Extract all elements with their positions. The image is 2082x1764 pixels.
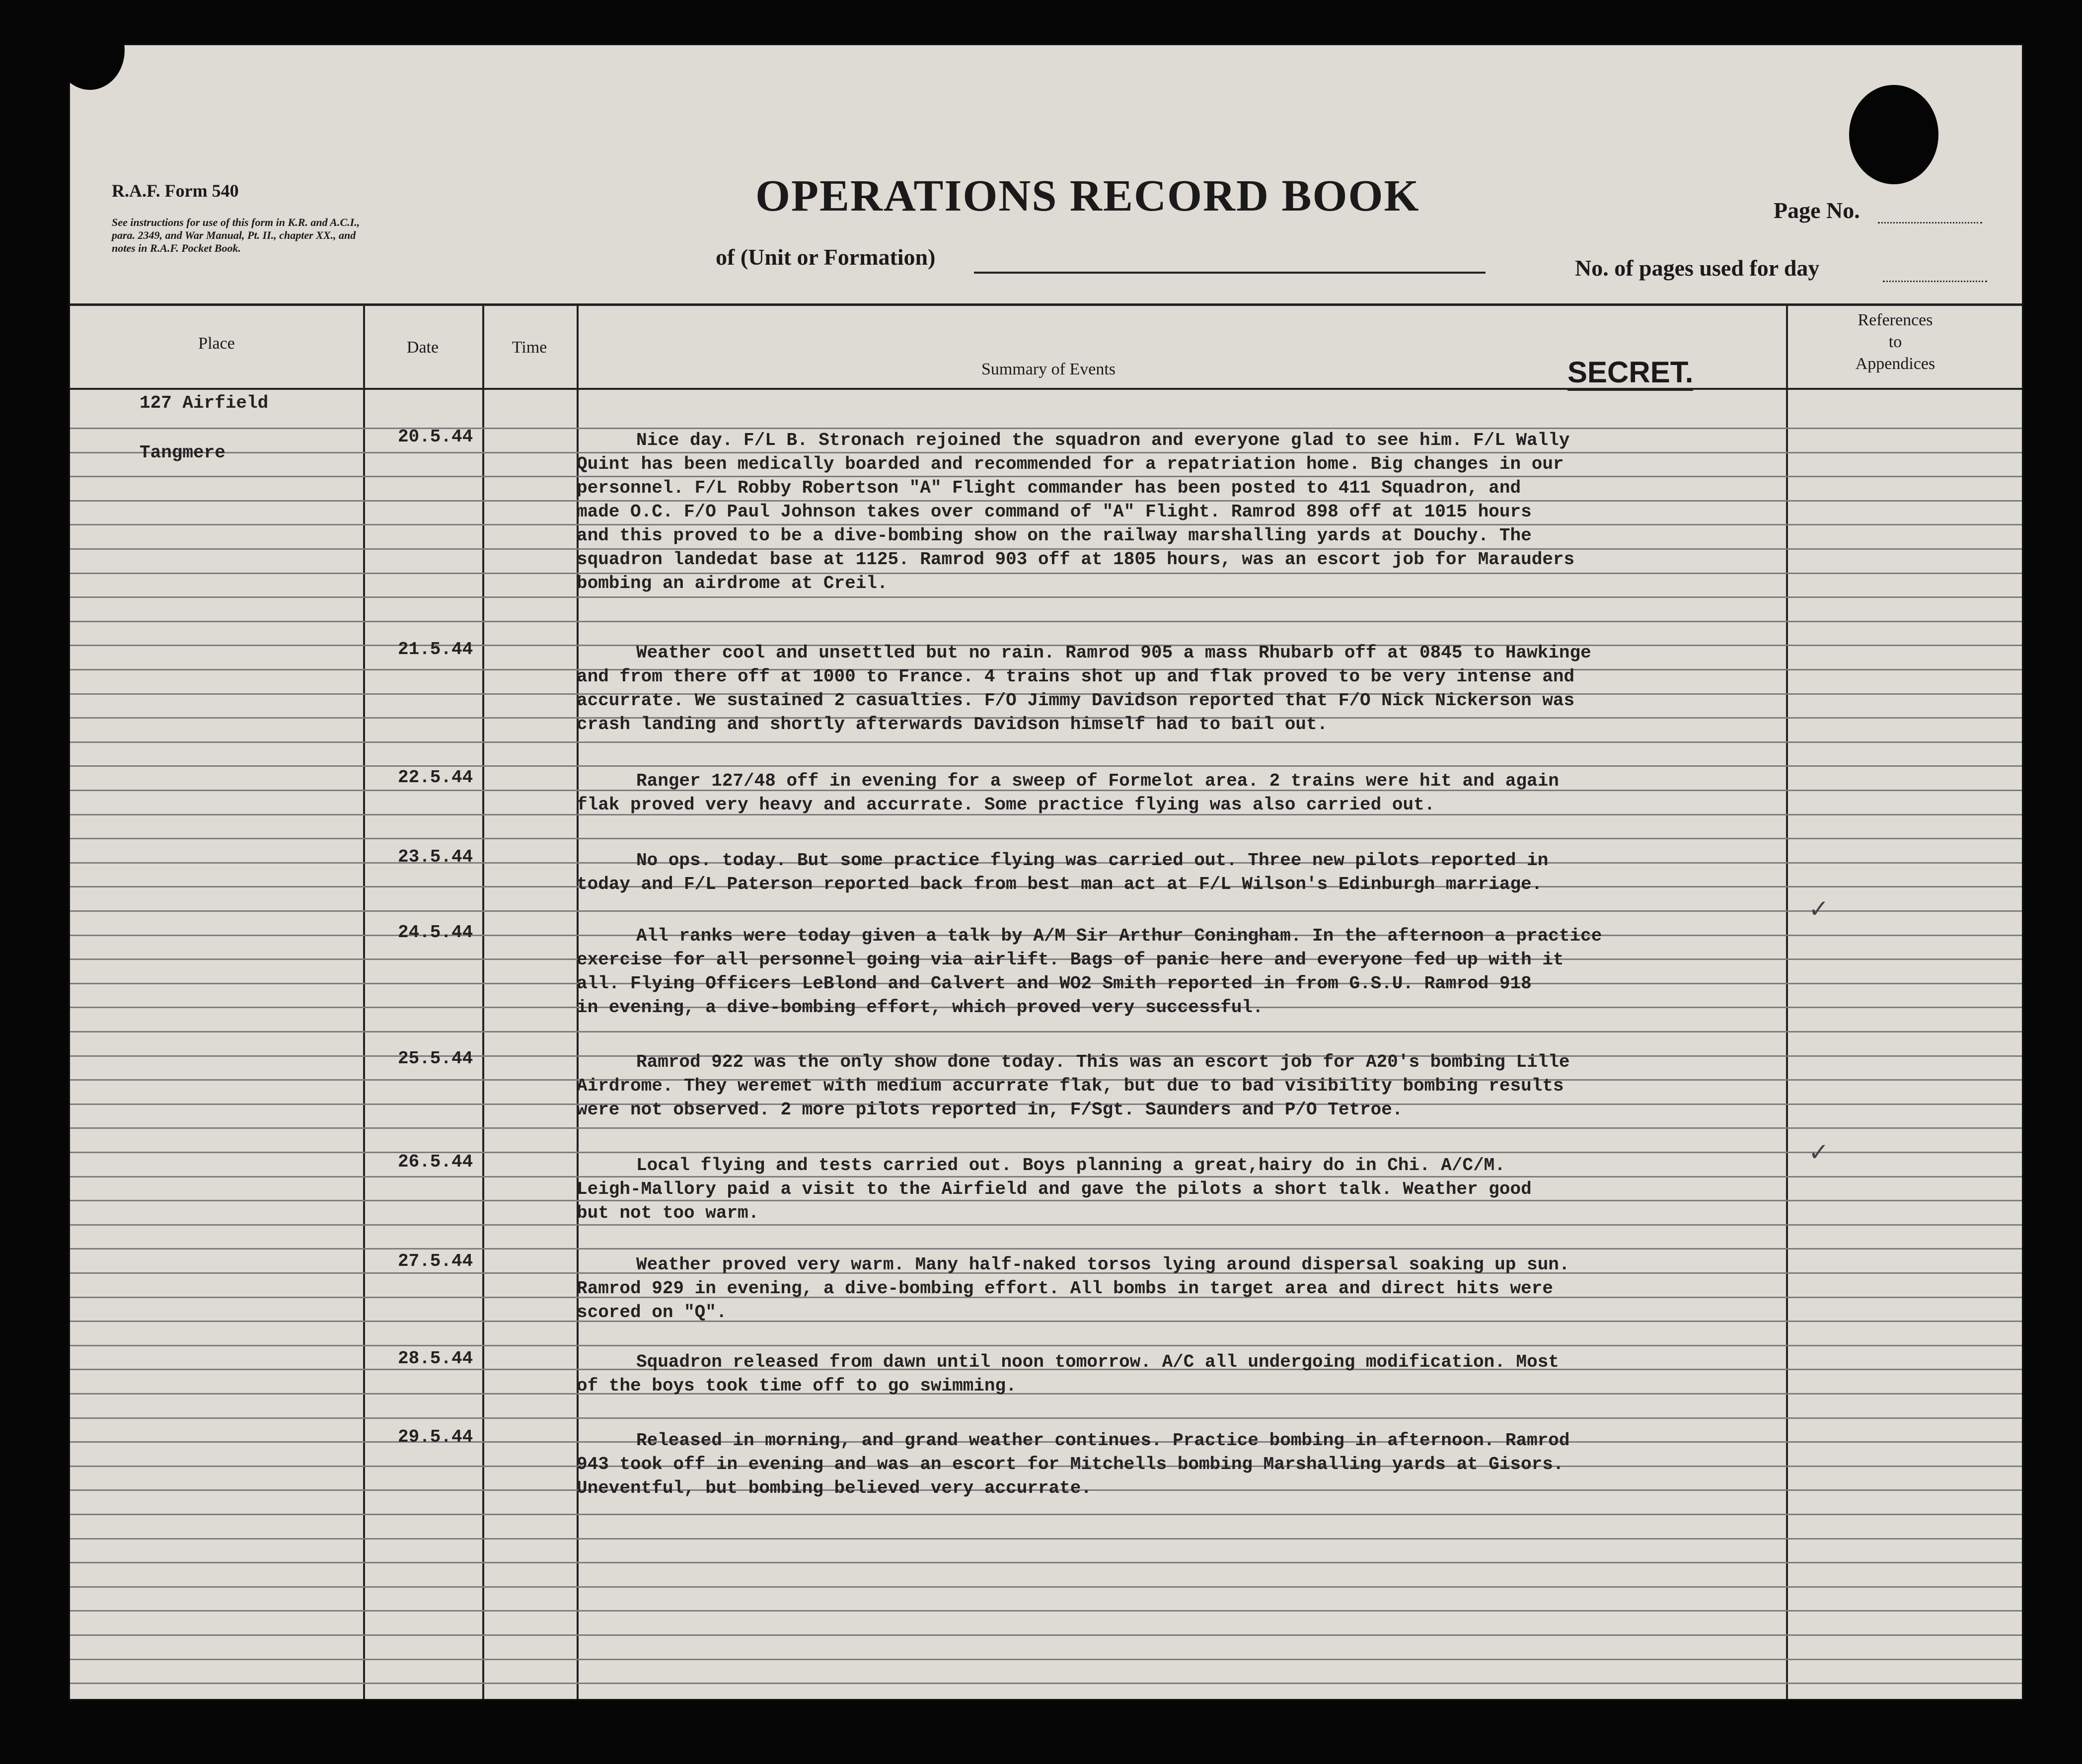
- summary-line: Released in morning, and grand weather continues. Practice bombing in afternoon. Ramrod: [636, 1430, 1570, 1451]
- summary-line: and this proved to be a dive-bombing show on the railway marshalling yards at Douchy. The: [577, 525, 1532, 546]
- ruled-line: [70, 1127, 2022, 1129]
- ruled-line: [70, 1610, 2022, 1612]
- entry-summary: [577, 849, 1769, 896]
- summary-line: exercise for all personnel going via airlift. Bags of panic here and everyone fed up with it: [577, 950, 1564, 970]
- document-title: OPERATIONS RECORD BOOK: [755, 171, 1420, 220]
- entry-summary: [577, 769, 1769, 817]
- summary-line: Uneventful, but bombing believed very accurrate.: [577, 1478, 1092, 1498]
- ruled-line: [70, 1152, 2022, 1153]
- summary-line: Airdrome. They weremet with medium accurrate flak, but due to bad visibility bombing results: [577, 1076, 1564, 1096]
- summary-line: 943 took off in evening and was an escort for Mitchells bombing Marshalling yards at Gisors.: [577, 1454, 1564, 1474]
- summary-line: were not observed. 2 more pilots reported in, F/Sgt. Saunders and P/O Tetroe.: [577, 1100, 1403, 1120]
- summary-line: all. Flying Officers LeBlond and Calvert and WO2 Smith reported in from G.S.U. Ramrod 918: [577, 973, 1532, 994]
- summary-line: accurrate. We sustained 2 casualties. F/O Jimmy Davidson reported that F/O Nick Nickerson was: [577, 690, 1575, 711]
- ruled-line: [70, 1345, 2022, 1346]
- entry-date: 23.5.44: [398, 847, 473, 867]
- pages-used-field: [1883, 281, 1987, 282]
- summary-line: Leigh-Mallory paid a visit to the Airfield and gave the pilots a short talk. Weather good: [577, 1179, 1532, 1199]
- summary-line: made O.C. F/O Paul Johnson takes over command of "A" Flight. Ramrod 898 off at 1015 hours: [577, 502, 1532, 522]
- summary-line: in evening, a dive-bombing effort, which proved very successful.: [577, 997, 1264, 1018]
- ruled-line: [70, 1562, 2022, 1563]
- column-header-place: Place: [198, 334, 235, 353]
- entry-summary: [577, 924, 1769, 1020]
- ruled-line: [70, 1538, 2022, 1540]
- summary-line: Weather proved very warm. Many half-naked torsos lying around dispersal soaking up sun.: [636, 1254, 1570, 1275]
- ruled-line: [70, 1683, 2022, 1684]
- entry-date: 20.5.44: [398, 427, 473, 447]
- summary-line: scored on "Q".: [577, 1302, 727, 1323]
- secret-stamp: SECRET.: [1567, 356, 1693, 391]
- summary-line: No ops. today. But some practice flying was carried out. Three new pilots reported in: [636, 850, 1549, 871]
- entry-date: 28.5.44: [398, 1348, 473, 1369]
- column-header-summary: Summary of Events: [981, 360, 1116, 378]
- form-instructions: See instructions for use of this form in K.R. and A.C.I., para. 2349, and War Manual, Pt. II., chapter XX., and notes in R.A.F. Pocket Book.: [112, 216, 360, 254]
- ruled-line: [70, 1514, 2022, 1515]
- summary-line: Ranger 127/48 off in evening for a sweep of Formelot area. 2 trains were hit and again: [636, 771, 1559, 791]
- ruled-line: [70, 1634, 2022, 1636]
- entry-summary: [577, 1429, 1769, 1500]
- ruled-line: [70, 765, 2022, 767]
- summary-line: Ramrod 929 in evening, a dive-bombing effort. All bombs in target area and direct hits were: [577, 1278, 1553, 1299]
- column-header-references: References to Appendices: [1855, 311, 1935, 373]
- summary-line: Nice day. F/L B. Stronach rejoined the squadron and everyone glad to see him. F/L Wally: [636, 430, 1570, 450]
- entry-date: 27.5.44: [398, 1251, 473, 1271]
- ruled-line: [70, 596, 2022, 598]
- ruled-line: [70, 1248, 2022, 1250]
- check-mark: ✓: [1808, 895, 1829, 923]
- summary-line: of the boys took time off to go swimming.: [577, 1376, 1017, 1396]
- entry-summary: [577, 1050, 1769, 1122]
- summary-line: Ramrod 922 was the only show done today. This was an escort job for A20's bombing Lille: [636, 1052, 1570, 1072]
- summary-line: Quint has been medically boarded and recommended for a repatriation home. Big changes in our: [577, 454, 1564, 474]
- summary-line: All ranks were today given a talk by A/M Sir Arthur Coningham. In the afternoon a practice: [636, 926, 1602, 946]
- summary-line: crash landing and shortly afterwards Davidson himself had to bail out.: [577, 714, 1328, 735]
- ruled-line: [70, 910, 2022, 912]
- entry-summary: [577, 641, 1769, 736]
- page-number-field: [1878, 222, 1982, 223]
- ruled-line: [70, 838, 2022, 839]
- record-sheet: [69, 44, 2023, 1700]
- summary-line: today and F/L Paterson reported back from best man act at F/L Wilson's Edinburgh marriage.: [577, 874, 1543, 894]
- summary-line: Local flying and tests carried out. Boys planning a great,hairy do in Chi. A/C/M.: [636, 1155, 1505, 1176]
- entry-date: 26.5.44: [398, 1152, 473, 1172]
- pages-used-label: No. of pages used for day: [1575, 255, 1820, 281]
- place-airfield: 127 Airfield: [140, 393, 269, 413]
- column-header-time: Time: [512, 338, 547, 357]
- page-number-label: Page No.: [1774, 198, 1860, 223]
- entry-date: 21.5.44: [398, 639, 473, 660]
- entry-summary: [577, 1350, 1769, 1398]
- entry-date: 22.5.44: [398, 767, 473, 788]
- check-mark: ✓: [1808, 1138, 1829, 1166]
- summary-line: squadron landedat base at 1125. Ramrod 903 off at 1805 hours, was an escort job for Marauders: [577, 549, 1575, 570]
- entry-summary: [577, 429, 1769, 595]
- entry-date: 25.5.44: [398, 1048, 473, 1069]
- column-header-date: Date: [406, 338, 439, 357]
- unit-label: of (Unit or Formation): [716, 244, 936, 270]
- summary-line: Squadron released from dawn until noon tomorrow. A/C all undergoing modification. Most: [636, 1352, 1559, 1372]
- summary-line: personnel. F/L Robby Robertson "A" Flight commander has been posted to 411 Squadron, and: [577, 478, 1521, 498]
- entry-date: 24.5.44: [398, 922, 473, 943]
- entry-summary: [577, 1253, 1769, 1324]
- ruled-line: [70, 1659, 2022, 1660]
- entry-date: 29.5.44: [398, 1427, 473, 1447]
- summary-line: bombing an airdrome at Creil.: [577, 573, 888, 593]
- summary-line: flak proved very heavy and accurrate. Some practice flying was also carried out.: [577, 795, 1435, 815]
- ruled-line: [70, 1031, 2022, 1032]
- unit-field: [974, 272, 1486, 274]
- entry-summary: [577, 1154, 1769, 1225]
- summary-line: but not too warm.: [577, 1203, 759, 1223]
- punch-hole-right: [1849, 85, 1938, 184]
- ruled-line: [70, 1586, 2022, 1588]
- form-number: R.A.F. Form 540: [112, 181, 239, 201]
- summary-line: Weather cool and unsettled but no rain. Ramrod 905 a mass Rhubarb off at 0845 to Hawkinge: [636, 643, 1591, 663]
- place-location: Tangmere: [140, 442, 225, 463]
- summary-line: and from there off at 1000 to France. 4 trains shot up and flak proved to be very intense and: [577, 666, 1575, 687]
- ruled-line: [70, 621, 2022, 622]
- ruled-line: [70, 1417, 2022, 1419]
- punch-hole-left: [55, 10, 125, 90]
- ruled-line: [70, 741, 2022, 743]
